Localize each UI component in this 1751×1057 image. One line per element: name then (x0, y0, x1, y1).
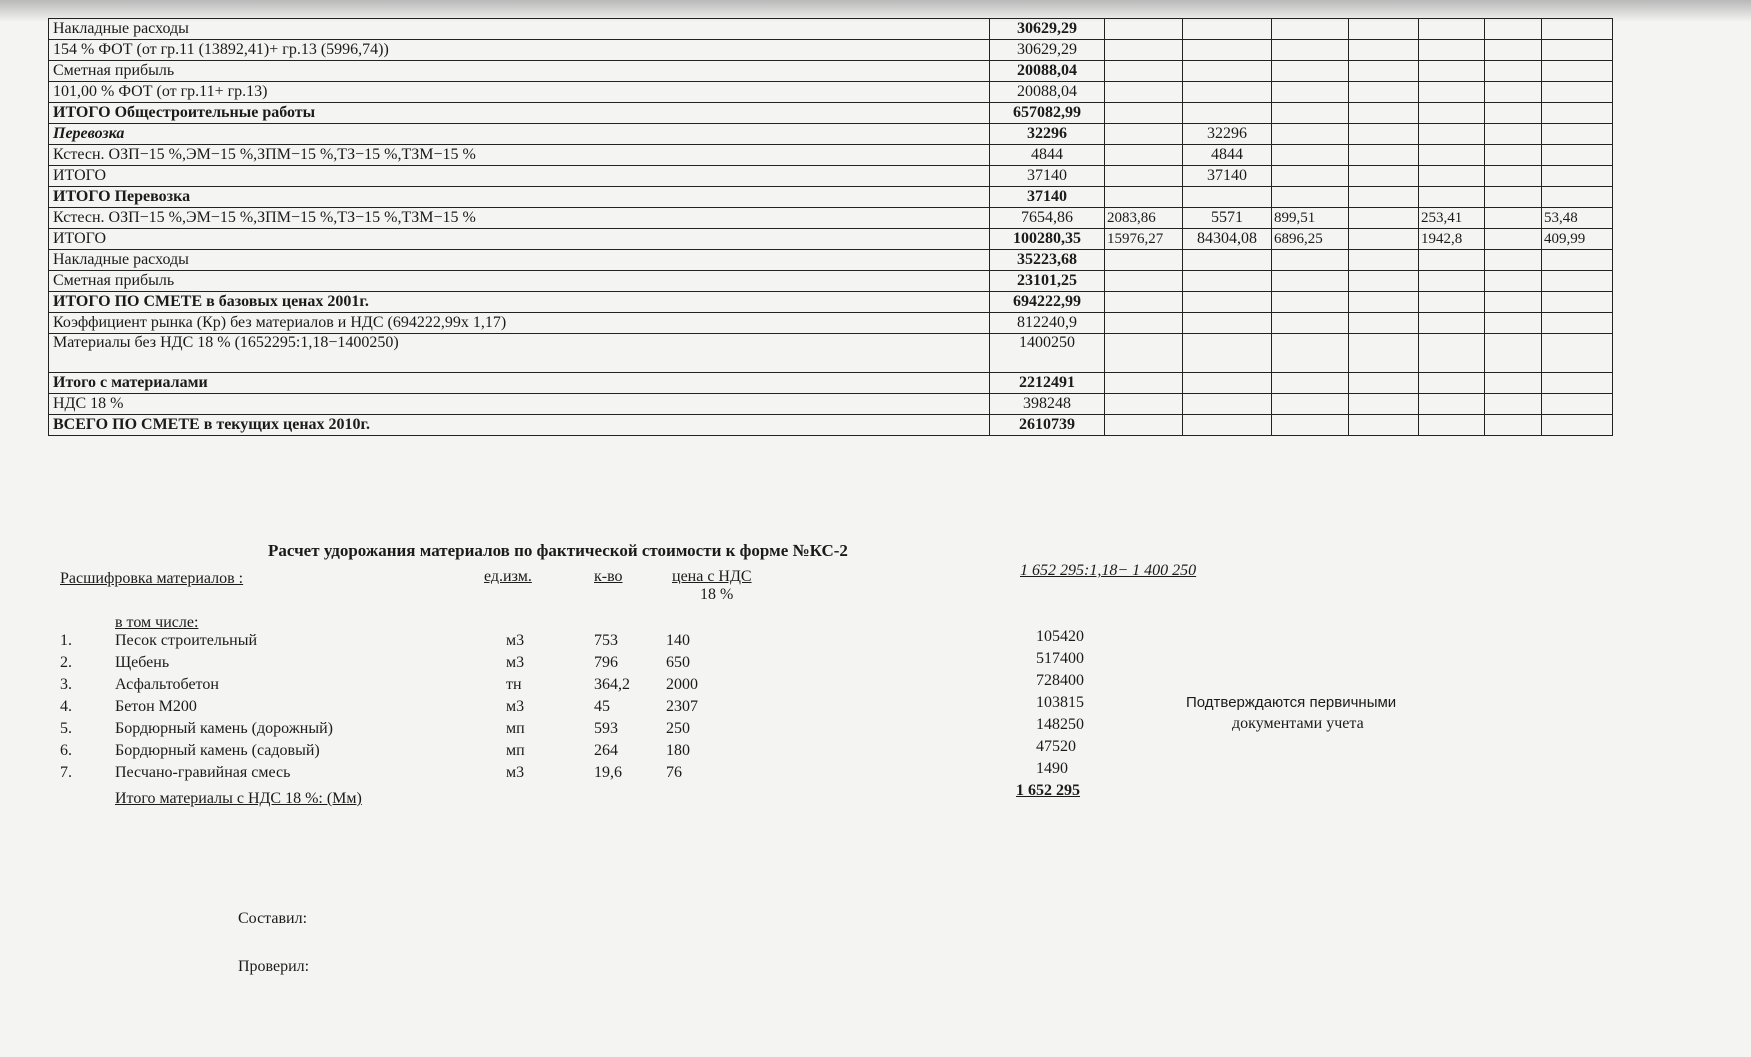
estimate-cell-c5 (1349, 292, 1419, 313)
estimate-cell-c5 (1349, 103, 1419, 124)
estimate-row-total: 20088,04 (990, 61, 1105, 82)
estimate-cell-c2 (1105, 124, 1183, 145)
estimate-cell-c2 (1105, 250, 1183, 271)
material-qty: 45 (594, 698, 610, 715)
estimate-cell-c2 (1105, 334, 1183, 373)
estimate-cell-c2 (1105, 271, 1183, 292)
estimate-row-total: 35223,68 (990, 250, 1105, 271)
estimate-row (49, 292, 1613, 313)
estimate-cell-c7 (1485, 166, 1542, 187)
estimate-row-label: Сметная прибыль (49, 61, 990, 82)
estimate-cell-c2 (1105, 292, 1183, 313)
material-sum: 1490 (1036, 760, 1068, 777)
estimate-row (49, 415, 1613, 436)
estimate-row-label: ИТОГО (49, 229, 990, 250)
material-n: 1. (60, 632, 72, 649)
material-sum: 105420 (1036, 628, 1084, 645)
estimate-cell-c5 (1349, 334, 1419, 373)
estimate-row (49, 124, 1613, 145)
estimate-row (49, 373, 1613, 394)
estimate-cell-c2 (1105, 166, 1183, 187)
estimate-row-total: 4844 (990, 145, 1105, 166)
estimate-cell-c5 (1349, 124, 1419, 145)
estimate-row-total: 100280,35 (990, 229, 1105, 250)
estimate-cell-c8 (1542, 187, 1613, 208)
estimate-cell-c3 (1183, 61, 1272, 82)
estimate-cell-c5 (1349, 19, 1419, 40)
estimate-row-label: Накладные расходы (49, 19, 990, 40)
estimate-cell-c8 (1542, 82, 1613, 103)
estimate-cell-c6 (1419, 250, 1485, 271)
estimate-cell-c4 (1272, 271, 1349, 292)
estimate-cell-c3: 32296 (1183, 124, 1272, 145)
estimate-cell-c7 (1485, 229, 1542, 250)
estimate-cell-c7 (1485, 82, 1542, 103)
estimate-row (49, 313, 1613, 334)
materials-note-line1: Подтверждаются первичными (1186, 694, 1397, 711)
estimate-cell-c3 (1183, 103, 1272, 124)
estimate-cell-c3 (1183, 271, 1272, 292)
estimate-cell-c7 (1485, 250, 1542, 271)
estimate-cell-c3 (1183, 187, 1272, 208)
material-sum: 517400 (1036, 650, 1084, 667)
materials-header-price: цена с НДС (672, 568, 752, 585)
estimate-cell-c4 (1272, 82, 1349, 103)
estimate-cell-c2 (1105, 373, 1183, 394)
estimate-row-total: 30629,29 (990, 19, 1105, 40)
estimate-cell-c4 (1272, 61, 1349, 82)
estimate-cell-c6 (1419, 313, 1485, 334)
estimate-cell-c7 (1485, 292, 1542, 313)
material-name: Песчано-гравийная смесь (115, 764, 291, 781)
estimate-row (49, 103, 1613, 124)
estimate-cell-c7 (1485, 187, 1542, 208)
estimate-row-total: 32296 (990, 124, 1105, 145)
materials-header-qty: к-во (594, 568, 623, 585)
estimate-row (49, 271, 1613, 292)
estimate-cell-c7 (1485, 145, 1542, 166)
estimate-row-label: НДС 18 % (49, 394, 990, 415)
material-price: 180 (666, 742, 690, 759)
material-sum: 103815 (1036, 694, 1084, 711)
estimate-cell-c6 (1419, 145, 1485, 166)
material-unit: м3 (506, 764, 525, 781)
material-unit: м3 (506, 654, 525, 671)
material-sum: 47520 (1036, 738, 1076, 755)
estimate-cell-c6 (1419, 334, 1485, 373)
estimate-cell-c8 (1542, 373, 1613, 394)
estimate-cell-c4 (1272, 292, 1349, 313)
estimate-row-label: ИТОГО ПО СМЕТЕ в базовых ценах 2001г. (49, 292, 990, 313)
estimate-cell-c4 (1272, 166, 1349, 187)
material-unit: м3 (506, 698, 525, 715)
estimate-cell-c8: 409,99 (1542, 229, 1613, 250)
estimate-cell-c2: 2083,86 (1105, 208, 1183, 229)
estimate-row (49, 145, 1613, 166)
estimate-cell-c3 (1183, 82, 1272, 103)
estimate-cell-c8 (1542, 19, 1613, 40)
material-qty: 264 (594, 742, 618, 759)
estimate-cell-c3 (1183, 373, 1272, 394)
estimate-cell-c7 (1485, 394, 1542, 415)
estimate-cell-c6: 1942,8 (1419, 229, 1485, 250)
material-price: 2307 (666, 698, 698, 715)
estimate-row-label: ИТОГО Перевозка (49, 187, 990, 208)
estimate-row-total: 7654,86 (990, 208, 1105, 229)
estimate-cell-c2 (1105, 61, 1183, 82)
estimate-row-label: ВСЕГО ПО СМЕТЕ в текущих ценах 2010г. (49, 415, 990, 436)
estimate-cell-c7 (1485, 124, 1542, 145)
estimate-cell-c5 (1349, 40, 1419, 61)
material-n: 4. (60, 698, 72, 715)
estimate-cell-c5 (1349, 208, 1419, 229)
estimate-cell-c5 (1349, 313, 1419, 334)
material-qty: 796 (594, 654, 618, 671)
estimate-cell-c2 (1105, 82, 1183, 103)
materials-title: Расчет удорожания материалов по фактической стоимости к форме №КС-2 (268, 541, 848, 560)
estimate-row (49, 82, 1613, 103)
estimate-row (49, 334, 1613, 373)
estimate-cell-c4 (1272, 313, 1349, 334)
material-price: 2000 (666, 676, 698, 693)
material-sum: 728400 (1036, 672, 1084, 689)
signature-composed: Составил: (238, 910, 308, 927)
material-n: 3. (60, 676, 72, 693)
material-unit: м3 (506, 632, 525, 649)
estimate-cell-c2 (1105, 40, 1183, 61)
estimate-cell-c4: 899,51 (1272, 208, 1349, 229)
estimate-cell-c3 (1183, 19, 1272, 40)
estimate-cell-c3 (1183, 334, 1272, 373)
estimate-row-total: 20088,04 (990, 82, 1105, 103)
estimate-cell-c2 (1105, 103, 1183, 124)
estimate-cell-c8 (1542, 166, 1613, 187)
estimate-cell-c6 (1419, 394, 1485, 415)
estimate-cell-c8 (1542, 313, 1613, 334)
material-unit: тн (506, 676, 522, 693)
estimate-row-total: 657082,99 (990, 103, 1105, 124)
material-qty: 753 (594, 632, 618, 649)
materials-header-price-rate: 18 % (700, 586, 734, 603)
estimate-cell-c7 (1485, 313, 1542, 334)
estimate-cell-c8 (1542, 145, 1613, 166)
estimate-cell-c5 (1349, 166, 1419, 187)
estimate-cell-c7 (1485, 61, 1542, 82)
estimate-row (49, 208, 1613, 229)
estimate-row-label: Сметная прибыль (49, 271, 990, 292)
estimate-cell-c4 (1272, 373, 1349, 394)
estimate-cell-c3 (1183, 313, 1272, 334)
material-qty: 19,6 (594, 764, 622, 781)
estimate-cell-c5 (1349, 229, 1419, 250)
estimate-row-label: Перевозка (49, 124, 990, 145)
estimate-cell-c6 (1419, 61, 1485, 82)
estimate-cell-c2 (1105, 394, 1183, 415)
estimate-cell-c7 (1485, 103, 1542, 124)
estimate-cell-c4 (1272, 415, 1349, 436)
estimate-row-label: Коэффициент рынка (Кр) без материалов и НДС (694222,99х 1,17) (49, 313, 990, 334)
material-unit: мп (506, 720, 525, 737)
estimate-cell-c7 (1485, 40, 1542, 61)
estimate-cell-c5 (1349, 394, 1419, 415)
estimate-row-total: 812240,9 (990, 313, 1105, 334)
estimate-cell-c8 (1542, 271, 1613, 292)
estimate-cell-c8 (1542, 394, 1613, 415)
material-price: 140 (666, 632, 690, 649)
estimate-cell-c6 (1419, 166, 1485, 187)
estimate-cell-c4 (1272, 19, 1349, 40)
estimate-row-label: Накладные расходы (49, 250, 990, 271)
estimate-cell-c6 (1419, 82, 1485, 103)
estimate-cell-c6 (1419, 373, 1485, 394)
estimate-row (49, 229, 1613, 250)
estimate-cell-c6 (1419, 415, 1485, 436)
estimate-cell-c5 (1349, 250, 1419, 271)
estimate-cell-c5 (1349, 415, 1419, 436)
estimate-cell-c8 (1542, 40, 1613, 61)
estimate-cell-c7 (1485, 415, 1542, 436)
material-n: 7. (60, 764, 72, 781)
estimate-cell-c2 (1105, 187, 1183, 208)
estimate-cell-c3 (1183, 292, 1272, 313)
estimate-row (49, 40, 1613, 61)
estimate-row-total: 694222,99 (990, 292, 1105, 313)
estimate-cell-c3 (1183, 415, 1272, 436)
estimate-row-total: 23101,25 (990, 271, 1105, 292)
estimate-cell-c2 (1105, 19, 1183, 40)
estimate-cell-c4 (1272, 394, 1349, 415)
materials-total-label: Итого материалы с НДС 18 %: (Мм) (115, 790, 362, 807)
estimate-cell-c7 (1485, 19, 1542, 40)
estimate-cell-c7 (1485, 334, 1542, 373)
material-name: Бордюрный камень (дорожный) (115, 720, 333, 737)
material-sum: 148250 (1036, 716, 1084, 733)
estimate-cell-c6 (1419, 292, 1485, 313)
material-n: 5. (60, 720, 72, 737)
material-qty: 593 (594, 720, 618, 737)
estimate-cell-c8 (1542, 124, 1613, 145)
estimate-row-label: Материалы без НДС 18 % (1652295:1,18−1400250) (49, 334, 990, 373)
material-price: 250 (666, 720, 690, 737)
estimate-cell-c3 (1183, 40, 1272, 61)
estimate-cell-c8 (1542, 103, 1613, 124)
estimate-cell-c3: 4844 (1183, 145, 1272, 166)
material-name: Бетон М200 (115, 698, 197, 715)
estimate-cell-c4 (1272, 103, 1349, 124)
estimate-cell-c6 (1419, 40, 1485, 61)
estimate-row-label: Кстесн. ОЗП−15 %,ЭМ−15 %,ЗПМ−15 %,ТЗ−15 %,ТЗМ−15 % (49, 208, 990, 229)
estimate-row-label: 101,00 % ФОТ (от гр.11+ гр.13) (49, 82, 990, 103)
materials-header-unit: ед.изм. (484, 568, 532, 585)
estimate-cell-c8 (1542, 61, 1613, 82)
estimate-row (49, 187, 1613, 208)
estimate-row-total: 30629,29 (990, 40, 1105, 61)
estimate-cell-c8 (1542, 334, 1613, 373)
material-n: 6. (60, 742, 72, 759)
estimate-cell-c4 (1272, 187, 1349, 208)
estimate-cell-c7 (1485, 208, 1542, 229)
estimate-cell-c5 (1349, 82, 1419, 103)
estimate-cell-c6 (1419, 103, 1485, 124)
estimate-row-label: ИТОГО (49, 166, 990, 187)
estimate-cell-c3: 37140 (1183, 166, 1272, 187)
estimate-cell-c7 (1485, 373, 1542, 394)
estimate-table (48, 18, 1613, 436)
estimate-cell-c6 (1419, 19, 1485, 40)
estimate-cell-c5 (1349, 271, 1419, 292)
material-qty: 364,2 (594, 676, 630, 693)
estimate-cell-c4 (1272, 250, 1349, 271)
estimate-cell-c3 (1183, 394, 1272, 415)
estimate-cell-c2 (1105, 145, 1183, 166)
estimate-row-label: Итого с материалами (49, 373, 990, 394)
materials-including: в том числе: (115, 614, 199, 631)
estimate-row (49, 166, 1613, 187)
estimate-row-total: 37140 (990, 187, 1105, 208)
estimate-cell-c4 (1272, 334, 1349, 373)
estimate-cell-c5 (1349, 61, 1419, 82)
material-price: 650 (666, 654, 690, 671)
estimate-cell-c4: 6896,25 (1272, 229, 1349, 250)
estimate-row (49, 19, 1613, 40)
signature-checked: Проверил: (238, 958, 310, 975)
estimate-cell-c7 (1485, 271, 1542, 292)
estimate-row (49, 394, 1613, 415)
estimate-cell-c3: 84304,08 (1183, 229, 1272, 250)
estimate-row-total: 398248 (990, 394, 1105, 415)
material-name: Асфальтобетон (115, 676, 219, 693)
material-name: Песок строительный (115, 632, 258, 649)
estimate-row-label: Кстесн. ОЗП−15 %,ЭМ−15 %,ЗПМ−15 %,ТЗ−15 %,ТЗМ−15 % (49, 145, 990, 166)
estimate-cell-c2 (1105, 313, 1183, 334)
estimate-table-body (49, 19, 1613, 436)
estimate-cell-c8 (1542, 415, 1613, 436)
estimate-row-label: 154 % ФОТ (от гр.11 (13892,41)+ гр.13 (5996,74)) (49, 40, 990, 61)
estimate-cell-c4 (1272, 145, 1349, 166)
estimate-row-total: 2610739 (990, 415, 1105, 436)
estimate-cell-c6 (1419, 271, 1485, 292)
material-name: Бордюрный камень (садовый) (115, 742, 320, 759)
estimate-cell-c2 (1105, 415, 1183, 436)
estimate-cell-c8: 53,48 (1542, 208, 1613, 229)
estimate-cell-c5 (1349, 373, 1419, 394)
materials-header-name: Расшифровка материалов : (60, 570, 244, 587)
material-name: Щебень (115, 654, 170, 671)
estimate-cell-c8 (1542, 250, 1613, 271)
estimate-cell-c5 (1349, 187, 1419, 208)
estimate-cell-c3: 5571 (1183, 208, 1272, 229)
estimate-cell-c8 (1542, 292, 1613, 313)
estimate-row-total: 37140 (990, 166, 1105, 187)
materials-formula: 1 652 295:1,18− 1 400 250 (1020, 562, 1197, 579)
estimate-cell-c6: 253,41 (1419, 208, 1485, 229)
material-price: 76 (666, 764, 682, 781)
estimate-cell-c3 (1183, 250, 1272, 271)
materials-total-value: 1 652 295 (1016, 782, 1080, 799)
materials-note-line2: документами учета (1232, 715, 1364, 732)
estimate-row-total: 1400250 (990, 334, 1105, 373)
estimate-cell-c6 (1419, 187, 1485, 208)
estimate-cell-c4 (1272, 40, 1349, 61)
estimate-row-total: 2212491 (990, 373, 1105, 394)
estimate-cell-c2: 15976,27 (1105, 229, 1183, 250)
estimate-row-label: ИТОГО Общестроительные работы (49, 103, 990, 124)
estimate-row (49, 61, 1613, 82)
material-n: 2. (60, 654, 72, 671)
estimate-cell-c5 (1349, 145, 1419, 166)
estimate-row (49, 250, 1613, 271)
material-unit: мп (506, 742, 525, 759)
estimate-cell-c4 (1272, 124, 1349, 145)
estimate-cell-c6 (1419, 124, 1485, 145)
